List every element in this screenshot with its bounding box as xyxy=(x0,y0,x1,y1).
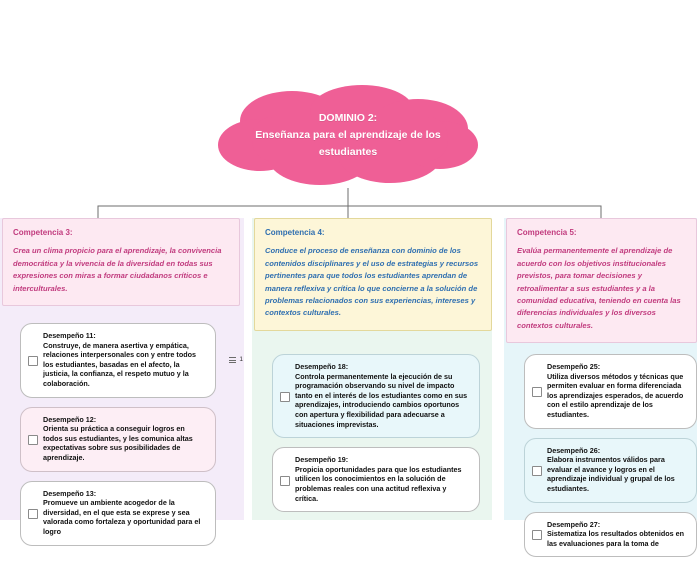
item-count-value: 1 xyxy=(239,356,243,364)
list-item[interactable] xyxy=(524,512,697,558)
item-text: Construye, de manera asertiva y empática, relaciones interpersonales con y entre todos los estudiantes, basadas en el afecto, la justicia, la confianza, el respeto mutuo y la colaboración. xyxy=(43,340,196,388)
item-text: Promueve un ambiente acogedor de la diversidad, en el que esta se exprese y sea valorada como fortaleza y oportunidad para el logro xyxy=(43,498,201,536)
item-text: Orienta su práctica a conseguir logros en todos sus estudiantes, y les comunica altas expectativas sobre sus posibilidades de aprendizaje. xyxy=(43,424,193,462)
competence-text-2: Conduce el proceso de enseñanza con dominio de los contenidos disciplinares y el uso de estrategias y recursos pertinentes para que todos los estudiantes aprendan de manera reflexiva y crítica lo que concierne a la solución de problemas relacionados con sus experiencias, intereses y contextos culturales. xyxy=(265,246,479,318)
branch-2-items xyxy=(272,354,480,521)
branch-1 xyxy=(2,218,240,306)
item-title: Desempeño 27: xyxy=(547,519,601,529)
item-title: Desempeño 25: xyxy=(547,362,601,371)
list-item[interactable] xyxy=(524,354,697,429)
competence-title-2: Competencia 4: xyxy=(265,228,325,237)
checkbox-icon[interactable] xyxy=(532,530,542,540)
competence-title-1: Competencia 3: xyxy=(13,228,73,237)
competence-box-2[interactable] xyxy=(254,218,492,331)
branch-3 xyxy=(506,218,697,343)
item-text: Propicia oportunidades para que los estudiantes utilicen los conocimientos en la solución de problemas reales con una actitud reflexiva y crítica. xyxy=(295,464,462,503)
root-label xyxy=(240,110,456,161)
item-title: Desempeño 13: xyxy=(43,488,97,498)
item-title: Desempeño 18: xyxy=(295,362,349,371)
item-text: Utiliza diversos métodos y técnicas que permiten evaluar en forma diferenciada los aprendizajes esperados, de acuerdo con el estilo aprendizaje de los estudiantes. xyxy=(547,371,684,419)
item-title: Desempeño 19: xyxy=(295,455,349,465)
checkbox-icon[interactable] xyxy=(532,466,542,476)
list-item[interactable] xyxy=(20,481,216,546)
checkbox-icon[interactable] xyxy=(28,435,38,445)
item-title: Desempeño 26: xyxy=(547,445,601,455)
list-item[interactable] xyxy=(272,447,480,512)
branch-2 xyxy=(254,218,492,331)
item-title: Desempeño 11: xyxy=(43,331,96,340)
item-count-badge xyxy=(229,355,243,365)
list-item[interactable] xyxy=(524,438,697,503)
root-subtitle: Enseñanza para el aprendizaje de los estudiantes xyxy=(255,129,441,158)
checkbox-icon[interactable] xyxy=(532,387,542,397)
competence-text-3: Evalúa permanentemente el aprendizaje de acuerdo con los objetivos institucionales previstos, para tomar decisiones y retroalimentar a sus estudiantes y a la comunidad educativa, teniendo en cuenta las diferencias individuales y los diversos contextos culturales. xyxy=(517,246,681,330)
checkbox-icon[interactable] xyxy=(280,476,290,486)
competence-box-1[interactable] xyxy=(2,218,240,306)
list-item[interactable] xyxy=(20,407,216,472)
competence-text-1: Crea un clima propicio para el aprendizaje, la convivencia democrática y la vivencia de la diversidad en todas sus expresiones con miras a formar ciudadanos críticos e interculturales. xyxy=(13,246,222,293)
item-title: Desempeño 12: xyxy=(43,414,97,424)
item-text: Sistematiza los resultados obtenidos en las evaluaciones para la toma de xyxy=(547,529,684,548)
list-item[interactable] xyxy=(272,354,480,438)
item-text: Elabora instrumentos válidos para evaluar el avance y logros en el aprendizaje individual y grupal de los estudiantes. xyxy=(547,455,675,493)
root-title: DOMINIO 2: xyxy=(318,112,378,124)
item-text: Controla permanentemente la ejecución de su programación observando su nivel de impacto tanto en el interés de los estudiantes como en sus aprendizajes, introduciendo cambios oportunos con apertura y flexibilidad para adecuarse a situaciones imprevistas. xyxy=(295,371,468,429)
checkbox-icon[interactable] xyxy=(28,356,38,366)
branch-3-items xyxy=(524,354,697,566)
competence-title-3: Competencia 5: xyxy=(517,228,577,237)
checkbox-icon[interactable] xyxy=(280,392,290,402)
checkbox-icon[interactable] xyxy=(28,509,38,519)
root-node[interactable] xyxy=(212,83,484,187)
list-item[interactable] xyxy=(20,323,243,398)
competence-box-3[interactable] xyxy=(506,218,697,343)
list-lines-icon xyxy=(229,356,236,365)
